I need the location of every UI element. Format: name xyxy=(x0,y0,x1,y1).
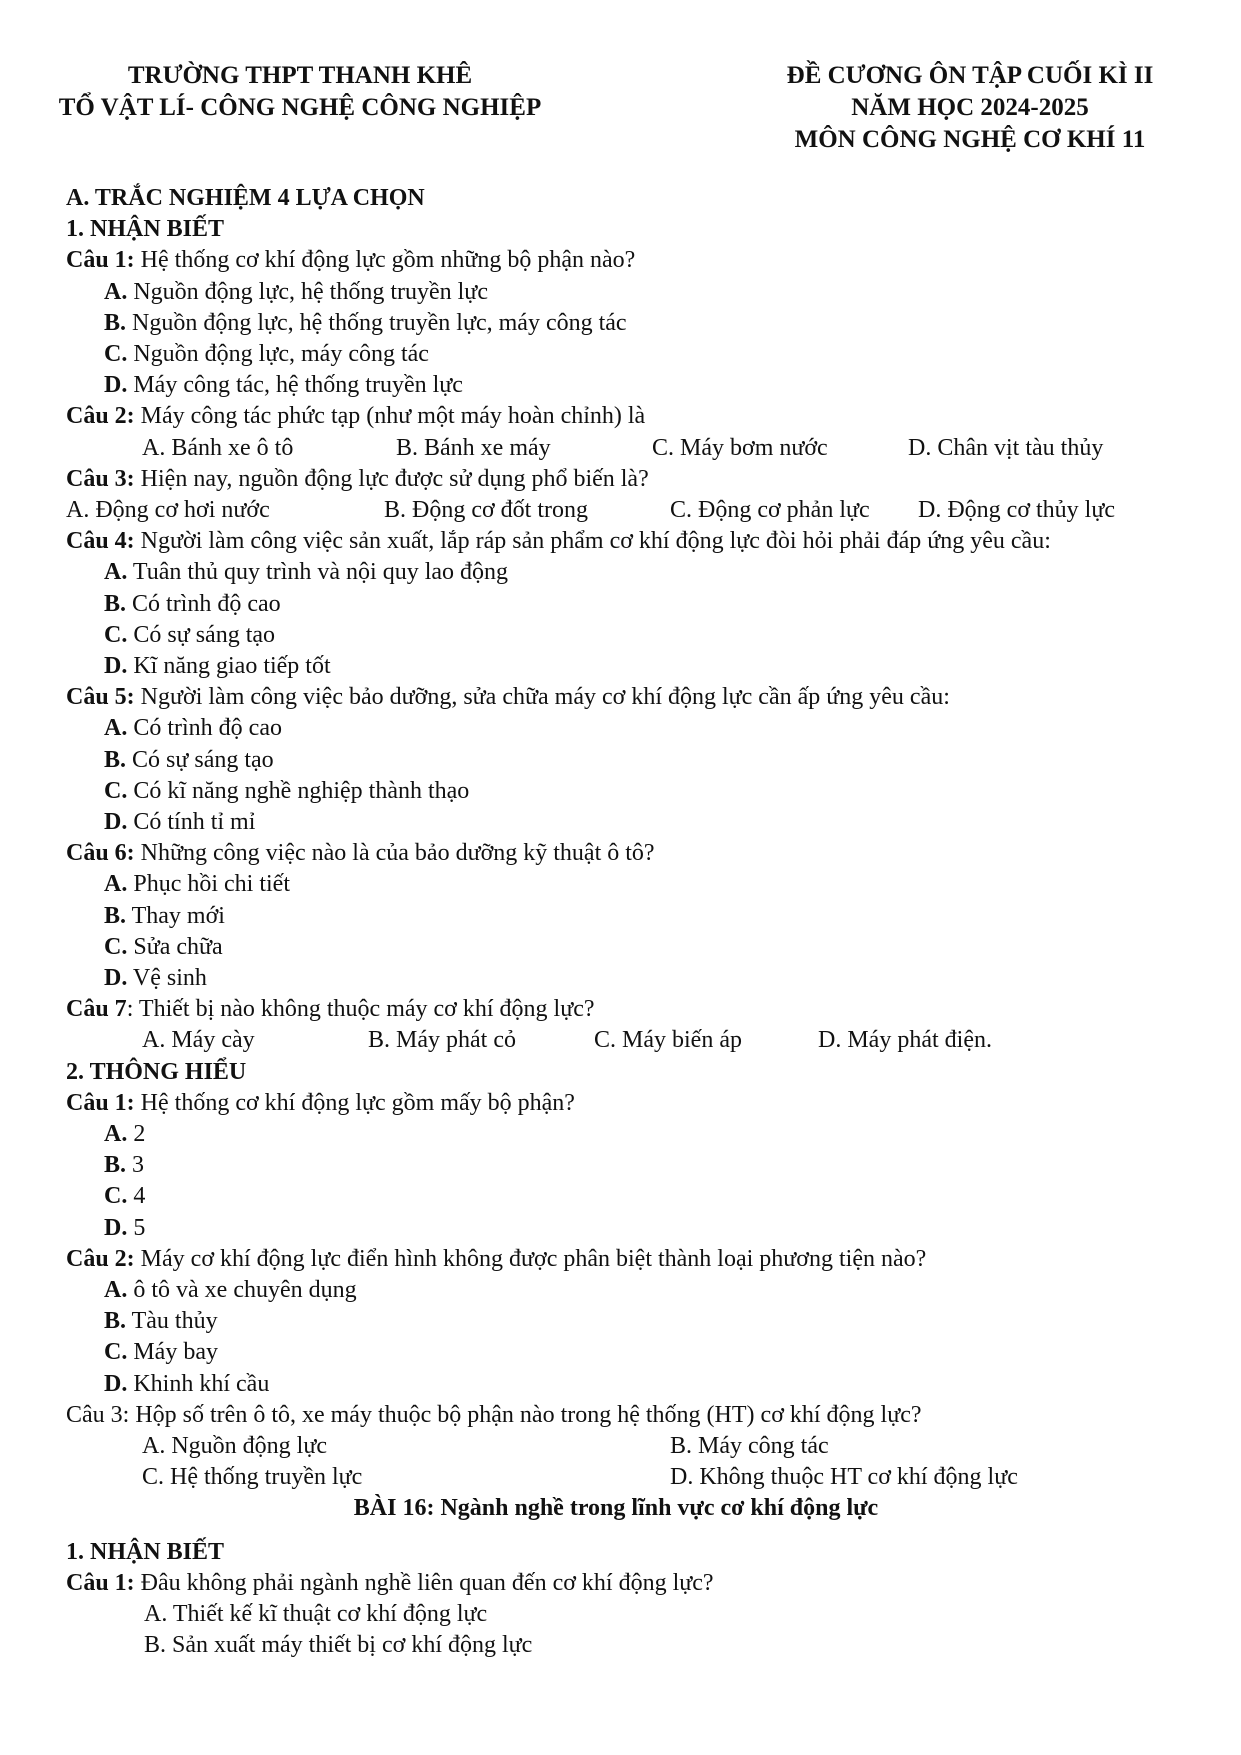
answer-option: B. Thay mới xyxy=(104,902,225,929)
answer-option: D. Chân vịt tàu thủy xyxy=(908,434,1104,461)
answer-option: B. Sản xuất máy thiết bị cơ khí động lực xyxy=(144,1632,533,1659)
question: Câu 6: Những công việc nào là của bảo dưỡng kỹ thuật ô tô? xyxy=(66,840,655,867)
lesson-heading: BÀI 16: Ngành nghề trong lĩnh vực cơ khí động lực xyxy=(353,1495,879,1522)
question: Câu 1: Hệ thống cơ khí động lực gồm những bộ phận nào? xyxy=(66,247,636,274)
answer-option: B. Động cơ đốt trong xyxy=(384,497,589,524)
subsection-heading: 2. THÔNG HIỂU xyxy=(66,1058,247,1085)
answer-option: B. Bánh xe máy xyxy=(396,434,551,461)
answer-option: C. Hệ thống truyền lực xyxy=(142,1464,363,1491)
answer-option: B. Tàu thủy xyxy=(104,1308,218,1335)
document-body xyxy=(66,183,1166,1661)
subsection-heading: 1. NHẬN BIẾT xyxy=(66,216,225,243)
answer-option: C. Máy bay xyxy=(104,1339,218,1366)
answer-option: B. Máy công tác xyxy=(670,1433,829,1460)
answer-option: A. Nguồn động lực, hệ thống truyền lực xyxy=(104,278,488,305)
answer-option: A. 2 xyxy=(104,1121,146,1148)
subsection-heading: 1. NHẬN BIẾT xyxy=(66,1538,225,1565)
subject-title: MÔN CÔNG NGHỆ CƠ KHÍ 11 xyxy=(794,126,1146,153)
answer-option: A. Thiết kế kĩ thuật cơ khí động lực xyxy=(144,1601,488,1628)
answer-option: C. Động cơ phản lực xyxy=(670,497,870,524)
answer-option: D. Có tính tỉ mỉ xyxy=(104,809,256,836)
answer-option: C. Máy biến áp xyxy=(594,1027,742,1054)
answer-option: B. 3 xyxy=(104,1152,145,1179)
answer-option: B. Có trình độ cao xyxy=(104,590,281,617)
answer-option: A. Có trình độ cao xyxy=(104,715,282,742)
answer-option: A. Máy cày xyxy=(142,1027,255,1054)
answer-option: D. Động cơ thủy lực xyxy=(918,497,1116,524)
answer-option: C. Sửa chữa xyxy=(104,933,223,960)
answer-option: C. Nguồn động lực, máy công tác xyxy=(104,341,429,368)
answer-option: D. 5 xyxy=(104,1214,146,1241)
department-name: TỔ VẬT LÍ- CÔNG NGHỆ CÔNG NGHIỆP xyxy=(58,94,542,121)
question: Câu 5: Người làm công việc bảo dưỡng, sửa chữa máy cơ khí động lực cần ấp ứng yêu cầu: xyxy=(66,684,950,711)
answer-option: C. Máy bơm nước xyxy=(652,434,828,461)
answer-option: A. Bánh xe ô tô xyxy=(142,434,294,461)
section-heading: A. TRẮC NGHIỆM 4 LỰA CHỌN xyxy=(66,185,425,211)
answer-option: A. Động cơ hơi nước xyxy=(66,497,270,524)
answer-option: D. Không thuộc HT cơ khí động lực xyxy=(670,1464,1018,1491)
answer-row xyxy=(66,495,1166,526)
school-name: TRƯỜNG THPT THANH KHÊ xyxy=(127,62,473,89)
answer-row xyxy=(66,433,1166,464)
document-title: ĐỀ CƯƠNG ÔN TẬP CUỐI KÌ II xyxy=(786,62,1154,89)
answer-option: B. Có sự sáng tạo xyxy=(104,746,274,773)
answer-option: D. Khinh khí cầu xyxy=(104,1370,270,1397)
question: Câu 3: Hiện nay, nguồn động lực được sử dụng phổ biến là? xyxy=(66,465,649,492)
answer-option: A. Tuân thủ quy trình và nội quy lao động xyxy=(104,559,509,586)
answer-option: D. Máy phát điện. xyxy=(818,1027,992,1054)
school-year: NĂM HỌC 2024-2025 xyxy=(851,94,1089,121)
answer-row xyxy=(66,1462,1166,1493)
question: Câu 1: Hệ thống cơ khí động lực gồm mấy bộ phận? xyxy=(66,1089,575,1116)
answer-option: C. Có kĩ năng nghề nghiệp thành thạo xyxy=(104,777,470,804)
question: Câu 3: Hộp số trên ô tô, xe máy thuộc bộ phận nào trong hệ thống (HT) cơ khí động lực? xyxy=(66,1401,922,1428)
answer-option: C. Có sự sáng tạo xyxy=(104,621,276,648)
question: Câu 7: Thiết bị nào không thuộc máy cơ khí động lực? xyxy=(66,996,595,1023)
question: Câu 4: Người làm công việc sản xuất, lắp ráp sản phẩm cơ khí động lực đòi hỏi phải đáp ứng yêu cầu: xyxy=(66,528,1051,555)
question: Câu 2: Máy công tác phức tạp (như một máy hoàn chỉnh) là xyxy=(66,403,646,430)
question: Câu 1: Đâu không phải ngành nghề liên quan đến cơ khí động lực? xyxy=(66,1569,714,1596)
question: Câu 2: Máy cơ khí động lực điển hình không được phân biệt thành loại phương tiện nào? xyxy=(66,1245,927,1272)
answer-option: D. Kĩ năng giao tiếp tốt xyxy=(104,653,331,680)
answer-option: A. Nguồn động lực xyxy=(142,1433,327,1460)
answer-option: B. Nguồn động lực, hệ thống truyền lực, máy công tác xyxy=(104,309,627,336)
answer-row xyxy=(66,1025,1166,1056)
answer-option: D. Máy công tác, hệ thống truyền lực xyxy=(104,372,463,399)
answer-option: B. Máy phát cỏ xyxy=(368,1027,516,1054)
answer-option: A. ô tô và xe chuyên dụng xyxy=(104,1277,357,1304)
answer-option: A. Phục hồi chi tiết xyxy=(104,871,290,898)
answer-option: D. Vệ sinh xyxy=(104,965,207,992)
answer-row xyxy=(66,1431,1166,1462)
answer-option: C. 4 xyxy=(104,1183,146,1210)
